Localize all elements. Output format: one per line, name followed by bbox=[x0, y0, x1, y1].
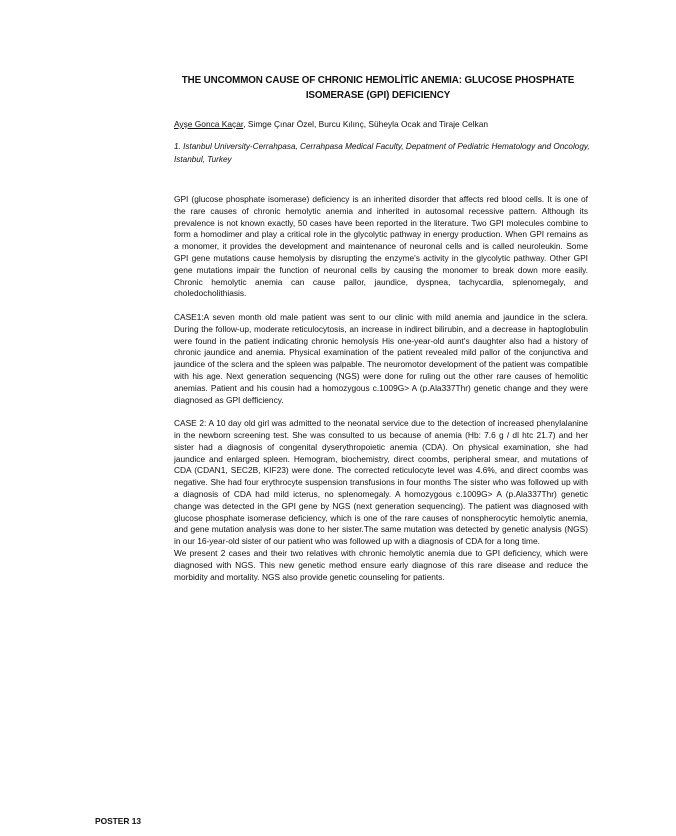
poster-number-label: POSTER 13 bbox=[95, 816, 142, 826]
author-list bbox=[174, 118, 594, 130]
case2-paragraph: CASE 2: A 10 day old girl was admitted to the neonatal service due to the detection of increased phenylalanine in the newborn screening test. She was consulted to us because of anemia (Hb: 7.6 g / dl htc 21.7) and her sister had a diagnosis of congenital dyserythropoietic anemia (CDA). On physical examination, she had jaundice and enlarged spleen. Hemogram, biochemistry, direct coombs, peripheral smear, and mutations of CDA (CDAN1, SEC2B, KIF23) were done. The corrected reticulocyte level was 4.6%, and direct coombs was negative. She had four erythrocyte suspension transfusions in four months The sister who was followed up with a diagnosis of CDA had mild icterus, no splenomegaly. A homozygous c.1009G> A (p.Ala337Thr) genetic change was detected in the GPI gene by NGS (next generation sequencing). The patient was diagnosed with glucose phosphate isomerase deficiency, which is one of the rare causes of nonspherocytic hemolytic anemia, and gene mutation analysis was done to her sister.The same mutation was detected by genetic analysis (NGS) in our 16-year-old sister of our patient who was followed up with a diagnosis of CDA for a long time. bbox=[174, 418, 588, 547]
intro-paragraph: GPI (glucose phosphate isomerase) deficiency is an inherited disorder that affects red blood cells. It is one of the rare causes of chronic hemolytic anemia and inherited in autosomal recessive pattern. Although its prevalence is not known exactly, 50 cases have been reported in the literature. Two GPI molecules combine to form a homodimer and play a critical role in the glycolytic pathway in energy production. When GPI remains as a monomer, it provides the development and maintenance of neuronal cells and is called neuroleukin. Some GPI gene mutations cause hemolysis by disrupting the enzyme's activity in the glycolytic pathway. Other GPI gene mutations impair the function of neuronal cells by causing the monomer to break down more easily. Chronic hemolytic anemia can cause pallor, jaundice, dyspnea, tachycardia, splenomegaly, and choledocholithiasis. bbox=[174, 194, 588, 299]
author-affiliation: 1. Istanbul University-Cerrahpasa, Cerrahpasa Medical Faculty, Depatment of Pediatric Hematology and Oncology, Istanbul, Turkey bbox=[174, 142, 590, 164]
paper-title: THE UNCOMMON CAUSE OF CHRONIC HEMOLİTİC ANEMIA: GLUCOSE PHOSPHATE ISOMERASE (GPI) DEFICIENCY bbox=[181, 75, 575, 101]
conclusion-paragraph: We present 2 cases and their two relatives with chronic hemolytic anemia due to GPI deficiency, which were diagnosed with NGS. This new genetic method ensure early diagnose of this rare disease and reduce the morbidity and mortality. NGS also provide genetic counseling for patients. bbox=[174, 547, 588, 582]
abstract-body bbox=[174, 194, 588, 583]
first-author: Ayşe Gonca Kaçar bbox=[174, 119, 244, 129]
case1-paragraph: CASE1:A seven month old male patient was sent to our clinic with mild anemia and jaundice in the sclera. During the follow-up, moderate reticulocytosis, an increase in indirect bilirubin, and a decrease in haptoglobulin were found in the patient indicating chronic hemolysis His one-year-old aunt's daughter also had a history of chronic jaundice and anemia. Physical examination of the patient revealed mild pallor of the conjunctiva and jaundice of the sclera and the spleen was palpable. The neuromotor development of the patient was compatible with his age. Next generation sequencing (NGS) were done for ruling out the other rare causes of hemolitic anemias. Patient and his cousin had a homozygous c.1009G> A (p.Ala337Thr) genetic change and they were diagnosed as GPI defficiency. bbox=[174, 311, 588, 405]
co-authors: , Simge Çınar Özel, Burcu Kılınç, Süheyla Ocak and Tiraje Celkan bbox=[243, 119, 489, 129]
